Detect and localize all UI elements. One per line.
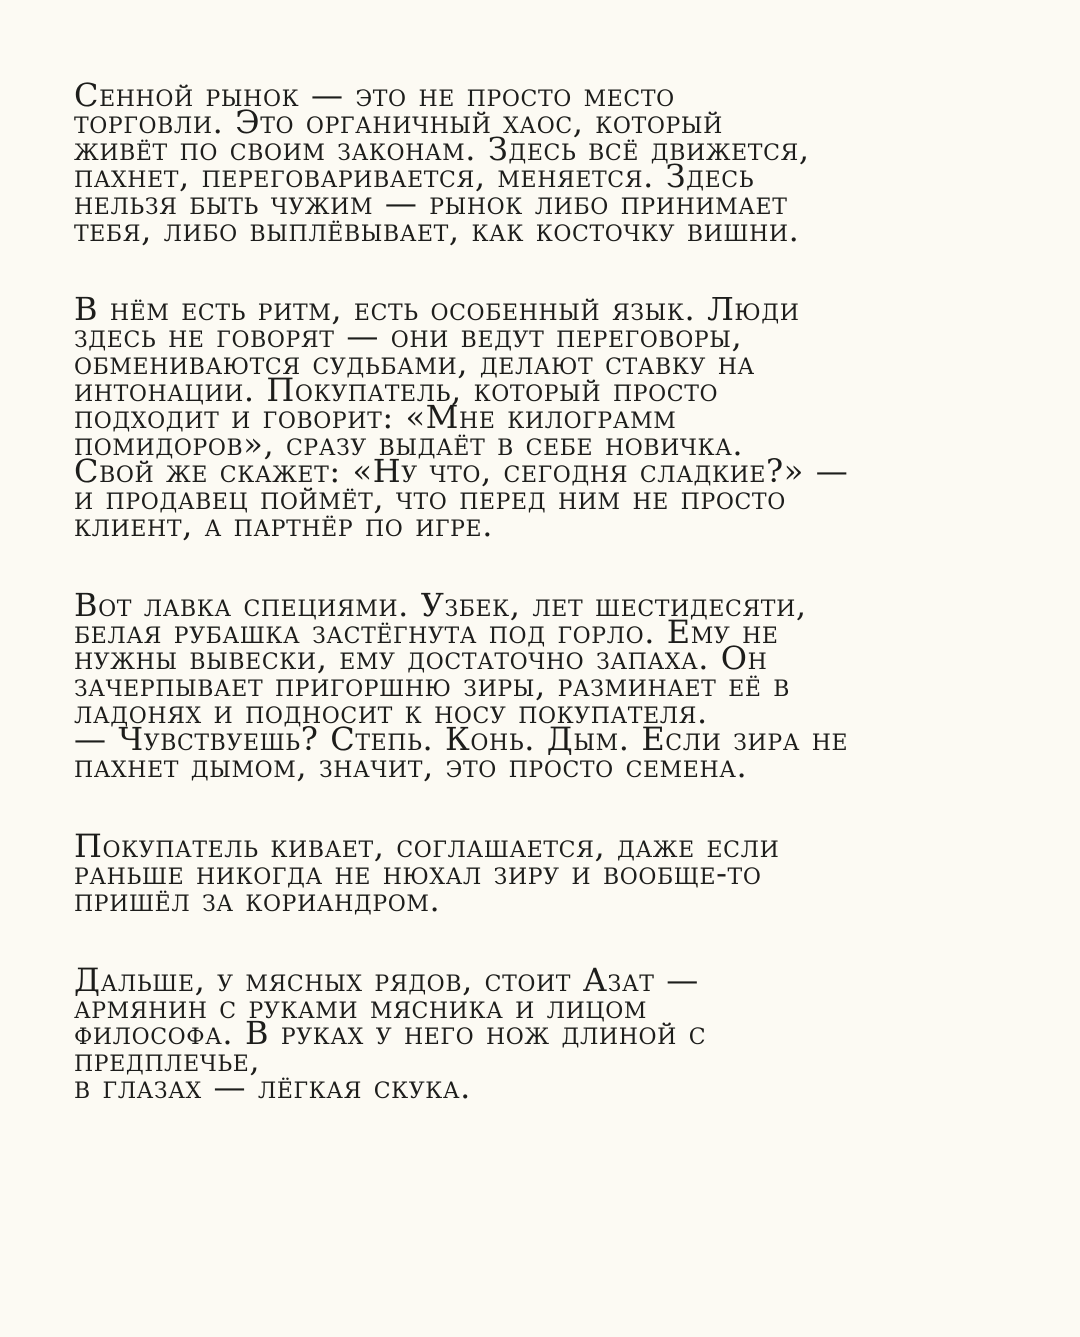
text-line: нужны вывески, ему достаточно запаха. Он bbox=[74, 639, 768, 678]
text-line: тебя, либо выплёвывает, как косточку вишни. bbox=[74, 210, 800, 249]
text-line: интонации. Покупатель, который просто bbox=[74, 371, 719, 410]
text-line: ладонях и подносит к носу покупателя. bbox=[74, 693, 708, 732]
text-line: — Чувствуешь? Степь. Конь. Дым. Если зира не bbox=[74, 720, 849, 759]
text-line: пришёл за кориандром. bbox=[74, 880, 441, 919]
text-line: Покупатель кивает, соглашается, даже если bbox=[74, 826, 780, 865]
text-line: в глазах — лёгкая скука. bbox=[74, 1068, 471, 1107]
text-line: и продавец поймёт, что перед ним не просто bbox=[74, 478, 786, 517]
text-line: здесь не говорят — они ведут переговоры, bbox=[74, 317, 743, 356]
text-line: живёт по своим законам. Здесь всё движется, bbox=[74, 129, 810, 168]
paragraph-4 bbox=[74, 826, 1014, 919]
paragraph-2 bbox=[74, 290, 1014, 544]
text-line: нельзя быть чужим — рынок либо принимает bbox=[74, 183, 788, 222]
paragraph-5 bbox=[74, 960, 1014, 1107]
paragraph-3 bbox=[74, 585, 1014, 786]
text-line: клиент, а партнёр по игре. bbox=[74, 505, 493, 544]
text-line: подходит и говорит: «Мне килограмм bbox=[74, 398, 677, 437]
text-line: армянин с руками мясника и лицом bbox=[74, 987, 647, 1026]
text-line: Свой же скажет: «Ну что, сегодня сладкие?» — bbox=[74, 451, 849, 490]
text-line: зачерпывает пригоршню зиры, разминает её в bbox=[74, 666, 791, 705]
text-line: Вот лавка специями. Узбек, лет шестидесяти, bbox=[74, 585, 807, 624]
text-line: Дальше, у мясных рядов, стоит Азат — bbox=[74, 960, 699, 999]
text-line: пахнет, переговаривается, меняется. Здесь bbox=[74, 156, 755, 195]
paragraph-1 bbox=[74, 76, 1014, 249]
text-line: В нём есть ритм, есть особенный язык. Люди bbox=[74, 290, 800, 329]
text-line: белая рубашка застёгнута под горло. Ему не bbox=[74, 612, 779, 651]
text-line: помидоров», сразу выдаёт в себе новичка. bbox=[74, 424, 744, 463]
text-line: предплечье, bbox=[74, 1041, 261, 1080]
text-line: пахнет дымом, значит, это просто семена. bbox=[74, 747, 748, 786]
text-line: раньше никогда не нюхал зиру и вообще-то bbox=[74, 853, 762, 892]
text-line: обмениваются судьбами, делают ставку на bbox=[74, 344, 755, 383]
story-text bbox=[74, 76, 1014, 1107]
text-line: философа. В руках у него нож длиной с bbox=[74, 1014, 707, 1053]
text-line: торговли. Это органичный хаос, который bbox=[74, 102, 723, 141]
text-line: Сенной рынок — это не просто место bbox=[74, 76, 675, 114]
